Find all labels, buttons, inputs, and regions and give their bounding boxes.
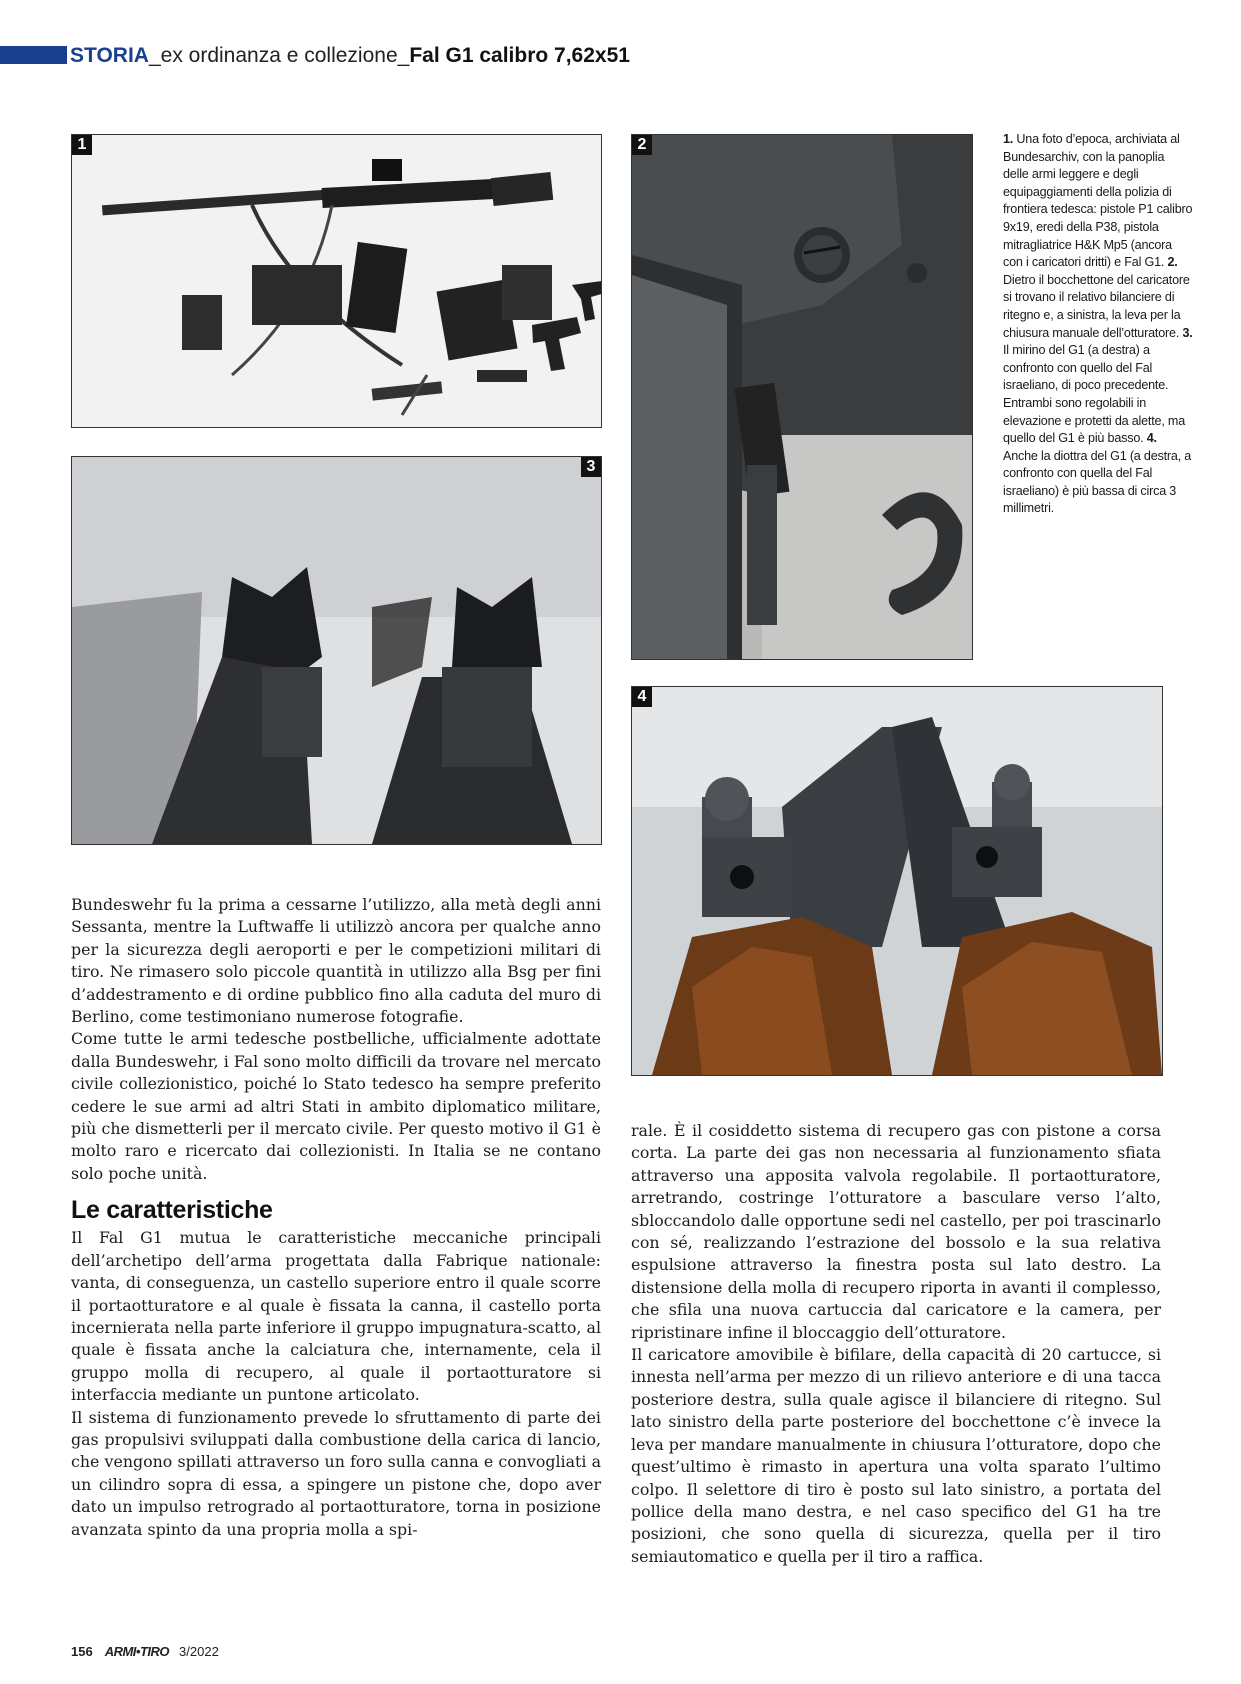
- body-paragraph: Il Fal G1 mutua le caratteristiche meccaniche principali dell’archetipo dell’arma progettata dalla Fabrique nationale: vanta, di conseguenza, un castello superiore entro il quale scorre il portaotturatore e al quale è fissata la canna, il castello porta incernierata nella parte inferiore il gruppo impugnatura-scatto, al quale è fissata anche la calciatura che, internamente, cela il gruppo molla di recupero, al quale il portaotturatore si interfaccia mediante un puntone articolato.: [71, 1228, 601, 1405]
- caption-num: 4.: [1146, 431, 1157, 446]
- body-column-left: [71, 894, 601, 1541]
- photo-1-panoply: [71, 134, 602, 428]
- body-paragraph: rale. È il cosiddetto sistema di recupero gas con pistone a corsa corta. La parte dei gas non necessaria al funzionamento sfiata attraverso una apposita valvola regolabile. Il portaotturatore, arretrando, costringe l’otturatore a basculare verso l’alto, sbloccandolo dalle opportune sedi nel castello, per poi trascinarlo con sé, realizzando l’estrazione del bossolo e la sua relativa espulsione attraverso la finestra posta sul lato destro. La distensione della molla di recupero riporta in avanti il complesso, che sfila una nuova cartuccia dal caricatore e la camera, per ripristinare infine il bloccaggio dell’otturatore.: [631, 1121, 1161, 1342]
- page-footer: [71, 1644, 219, 1659]
- photo-number-badge: 2: [632, 135, 652, 155]
- page-header: [0, 44, 1241, 68]
- header-section: STORIA: [70, 44, 149, 67]
- issue-number: 3/2022: [179, 1644, 219, 1659]
- body-column-right: [631, 1120, 1161, 1568]
- body-paragraph: Bundeswehr fu la prima a cessarne l’utilizzo, alla metà degli anni Sessanta, mentre la Luftwaffe li utilizzò ancora per qualche anno per la sicurezza degli aeroporti e per le competizioni militari di tiro. Ne rimasero solo piccole quantità in utilizzo alla Bsg per fini d’addestramento e di ordine pubblico fino alla caduta del muro di Berlino, come testimoniano numerose fotografie.: [71, 895, 601, 1027]
- caption-text: Anche la diottra del G1 (a destra, a confronto con quella del Fal israeliano) è più bassa di circa 3 millimetri.: [1003, 448, 1192, 516]
- page-number: 156: [71, 1644, 93, 1659]
- photo-4-rear-sights: [631, 686, 1163, 1076]
- photo-caption: [1003, 131, 1193, 518]
- header-color-bar: [0, 46, 67, 64]
- header-title: Fal G1 calibro 7,62x51: [409, 44, 630, 67]
- body-paragraph: Come tutte le armi tedesche postbelliche, ufficialmente adottate dalla Bundeswehr, i Fal sono molto difficili da trovare nel mercato civile collezionistico, poiché lo Stato tedesco ha sempre preferito cedere le sue armi ad altri Stati in ambito diplomatico militare, più che dismetterli per il mercato civile. Per questo motivo il G1 è molto raro e ricercato dai collezionisti. In Italia se ne contano solo poche unità.: [71, 1029, 601, 1183]
- caption-num: 2.: [1167, 255, 1178, 270]
- section-heading: Le caratteristiche: [71, 1196, 273, 1225]
- header-text: [70, 44, 630, 68]
- photo-number-badge: 3: [581, 457, 601, 477]
- body-paragraph: Il sistema di funzionamento prevede lo sfruttamento di parte dei gas propulsivi sviluppati dalla combustione della carica di lancio, che vengono spillati attraverso un foro sulla canna e convogliati a un cilindro sopra di essa, a spingere un pistone che, dopo aver dato un impulso retrogrado al portaotturatore, torna in posizione avanzata spinto da una propria molla a spi-: [71, 1407, 601, 1539]
- caption-num: 1.: [1003, 132, 1014, 146]
- caption-text: Il mirino del G1 (a destra) a confronto con quello del Fal israeliano, di poco precedente. Entrambi sono regolabili in elevazione e protetti da alette, ma quello del G1 è più basso.: [1003, 343, 1186, 446]
- photo-number-badge: 1: [72, 135, 92, 155]
- caption-text: Dietro il bocchettone del caricatore si trovano il relativo bilanciere di ritegno e, a sinistra, la leva per la chiusura manuale dell’otturatore.: [1003, 272, 1190, 340]
- body-paragraph: Il caricatore amovibile è bifilare, della capacità di 20 cartucce, si innesta nell’arma per mezzo di un rilievo anteriore e di una tacca posteriore destra, sulla quale agisce il bilanciere di ritegno. Sul lato sinistro della parte posteriore del bocchettone c’è invece la leva per mandare manualmente in chiusura l’otturatore, dopo che quest’ultimo è rimasto in apertura una volta sparato l’ultimo colpo. Il selettore di tiro è posto sul lato sinistro, a portata del pollice della mano destra, e nel caso specifico del G1 ha tre posizioni, che sono quella di sicurezza, quella per il tiro semiautomatico e quella per il tiro a raffica.: [631, 1345, 1161, 1566]
- header-subsection: _ex ordinanza e collezione_: [148, 44, 410, 67]
- caption-text: Una foto d’epoca, archiviata al Bundesarchiv, con la panoplia delle armi leggere e degli equipaggiamenti della polizia di frontiera tedesca: pistole P1 calibro 9x19, eredi della P38, pistola mitragliatrice H&K Mp5 (ancora con i caricatori dritti) e Fal G1.: [1003, 132, 1193, 270]
- caption-num: 3.: [1182, 325, 1193, 340]
- photo-2-magazine-well: [631, 134, 973, 660]
- photo-3-front-sights: [71, 456, 602, 845]
- photo-number-badge: 4: [632, 687, 652, 707]
- magazine-name: ARMI•TIRO: [104, 1644, 170, 1659]
